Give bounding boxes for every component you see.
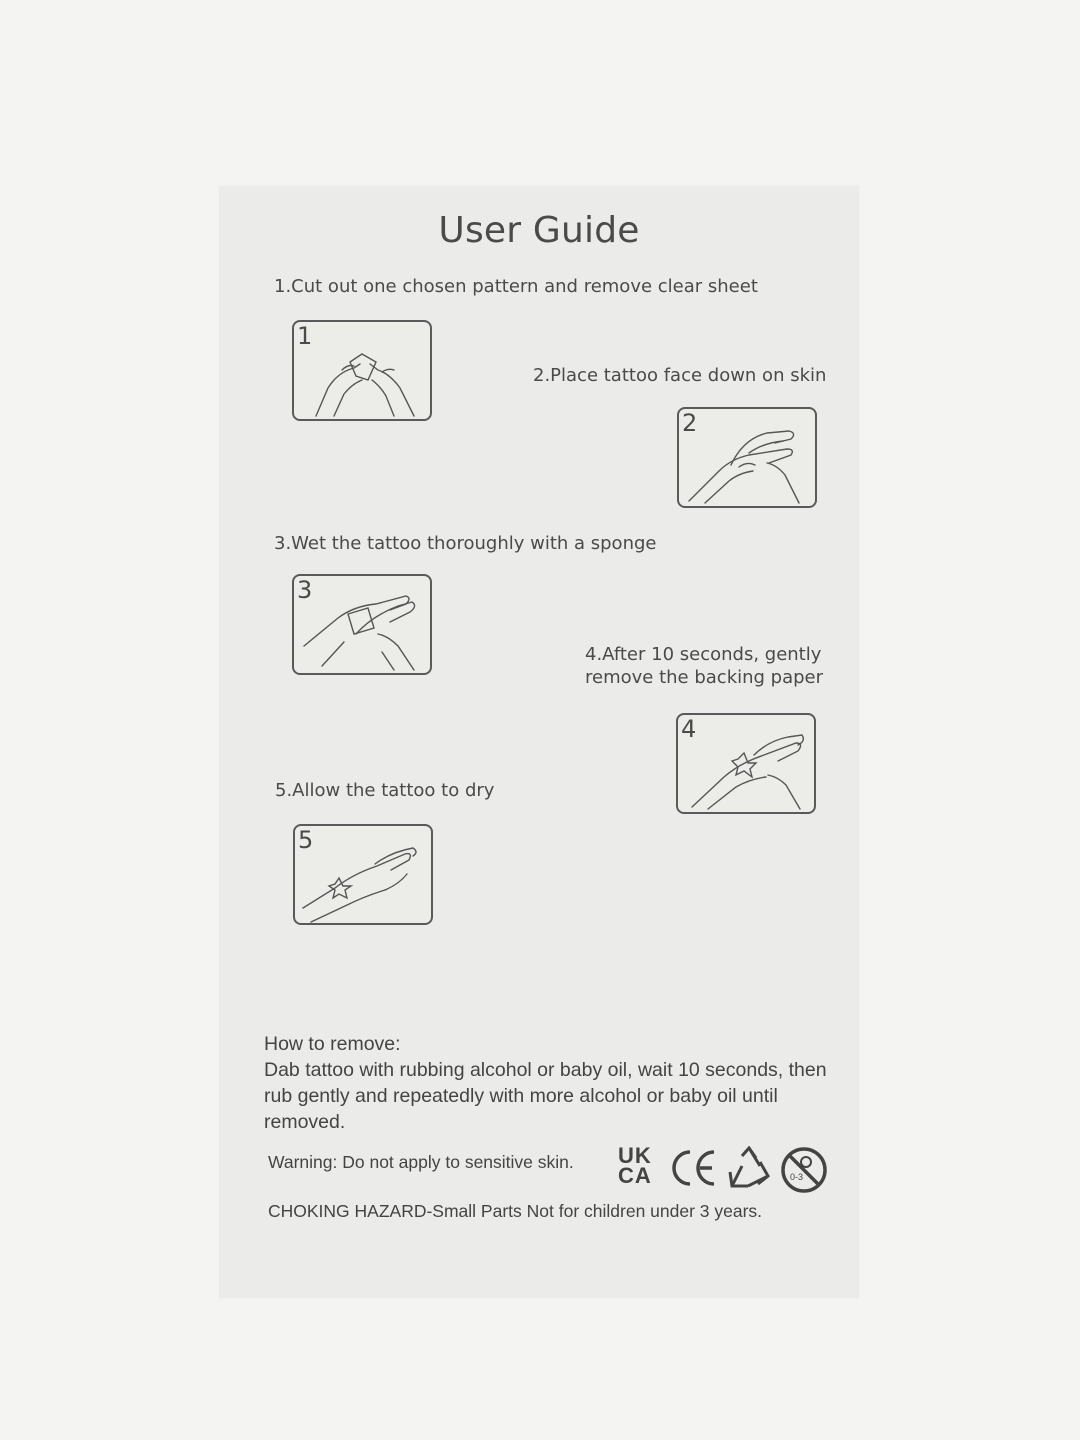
- step-4-text-line-2: remove the backing paper: [585, 667, 824, 688]
- step-3-number: 3: [297, 576, 313, 604]
- sponge-wetting-icon: [294, 576, 434, 677]
- ukca-mark-icon: [618, 1143, 662, 1190]
- step-4-illustration: [676, 713, 816, 814]
- warning-text: Warning: Do not apply to sensitive skin.: [268, 1152, 574, 1172]
- dry-tattoo-icon: [295, 826, 435, 927]
- step-3-illustration: [292, 574, 432, 675]
- step-2-number: 2: [682, 409, 698, 437]
- step-2-illustration: [677, 407, 817, 508]
- step-4-text-line-1: 4.After 10 seconds, gently: [585, 644, 822, 665]
- page-title: User Guide: [438, 210, 640, 251]
- removal-body: Dab tattoo with rubbing alcohol or baby oil, wait 10 seconds, then rub gently and repeatedly with more alcohol or baby oil until removed.: [264, 1059, 827, 1133]
- step-2-text: 2.Place tattoo face down on skin: [533, 365, 827, 386]
- step-5-illustration: [293, 824, 433, 925]
- removal-instructions: [264, 1031, 844, 1135]
- peel-backing-icon: [678, 715, 818, 816]
- user-guide-card: [219, 186, 859, 1298]
- step-1-illustration: [292, 320, 432, 421]
- step-3-text: 3.Wet the tattoo thoroughly with a sponge: [274, 533, 657, 554]
- step-5-number: 5: [298, 826, 314, 854]
- recycle-icon: [726, 1146, 772, 1192]
- age-label: 0-3: [790, 1172, 804, 1182]
- step-4-number: 4: [681, 715, 697, 743]
- ukca-top: UK: [618, 1143, 652, 1168]
- hands-peeling-icon: [294, 322, 434, 423]
- removal-title: How to remove:: [264, 1033, 401, 1055]
- ce-mark-icon: [670, 1148, 718, 1188]
- step-1-text: 1.Cut out one chosen pattern and remove clear sheet: [274, 276, 758, 297]
- step-5-text: 5.Allow the tattoo to dry: [275, 780, 495, 801]
- hand-pressing-icon: [679, 409, 819, 510]
- choking-hazard-text: CHOKING HAZARD-Small Parts Not for children under 3 years.: [268, 1201, 763, 1221]
- step-1-number: 1: [297, 322, 313, 350]
- no-under-3-icon: [780, 1146, 828, 1194]
- ukca-bottom: CA: [618, 1163, 652, 1188]
